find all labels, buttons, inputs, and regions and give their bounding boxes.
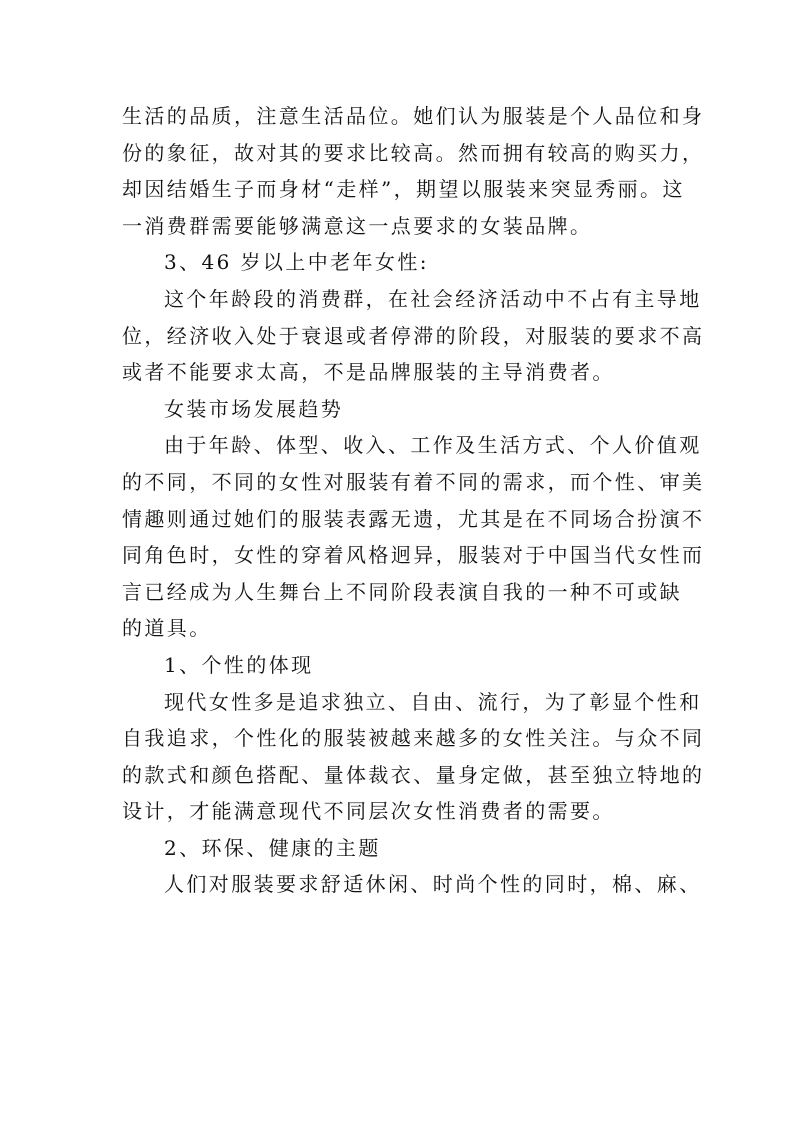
section-heading: 2、环保、健康的主题	[164, 835, 381, 860]
text-line: 或者不能要求太高，不是品牌服装的主导消费者。	[122, 360, 615, 385]
text-line: 言已经成为人生舞台上不同阶段表演自我的一种不可或缺	[122, 579, 682, 604]
text-line: 人们对服装要求舒适休闲、时尚个性的同时，棉、麻、	[164, 872, 702, 897]
text-line: 情趣则通过她们的服装表露无遗，尤其是在不同场合扮演不	[122, 506, 705, 531]
text-line: 一消费群需要能够满意这一点要求的女装品牌。	[122, 213, 593, 238]
text-line: 同角色时，女性的穿着风格迥异，服装对于中国当代女性而	[122, 543, 705, 568]
text-line: 份的象征，故对其的要求比较高。然而拥有较高的购买力，	[122, 140, 705, 165]
text-line: 的道具。	[122, 616, 212, 641]
section-heading: 女装市场发展趋势	[164, 396, 344, 421]
text-line: 设计，才能满意现代不同层次女性消费者的需要。	[122, 799, 615, 824]
document-body	[122, 98, 705, 903]
text-line: 现代女性多是追求独立、自由、流行，为了彰显个性和	[164, 689, 702, 714]
text-line: 却因结婚生子而身材“走样”，期望以服装来突显秀丽。这	[122, 177, 685, 202]
text-line: 的款式和颜色搭配、量体裁衣、量身定做，甚至独立特地的	[122, 762, 705, 787]
text-line: 这个年龄段的消费群，在社会经济活动中不占有主导地	[164, 286, 702, 311]
text-line: 由于年龄、体型、收入、工作及生活方式、个人价值观	[164, 433, 702, 458]
section-heading: 1、个性的体现	[164, 652, 314, 677]
section-heading: 3、46 岁以上中老年女性:	[164, 250, 429, 275]
text-line: 自我追求，个性化的服装被越来越多的女性关注。与众不同	[122, 726, 705, 751]
text-line: 生活的品质，注意生活品位。她们认为服装是个人品位和身	[122, 104, 705, 128]
text-line: 位，经济收入处于衰退或者停滞的阶段，对服装的要求不高	[122, 323, 705, 348]
text-line: 的不同，不同的女性对服装有着不同的需求，而个性、审美	[122, 469, 705, 494]
